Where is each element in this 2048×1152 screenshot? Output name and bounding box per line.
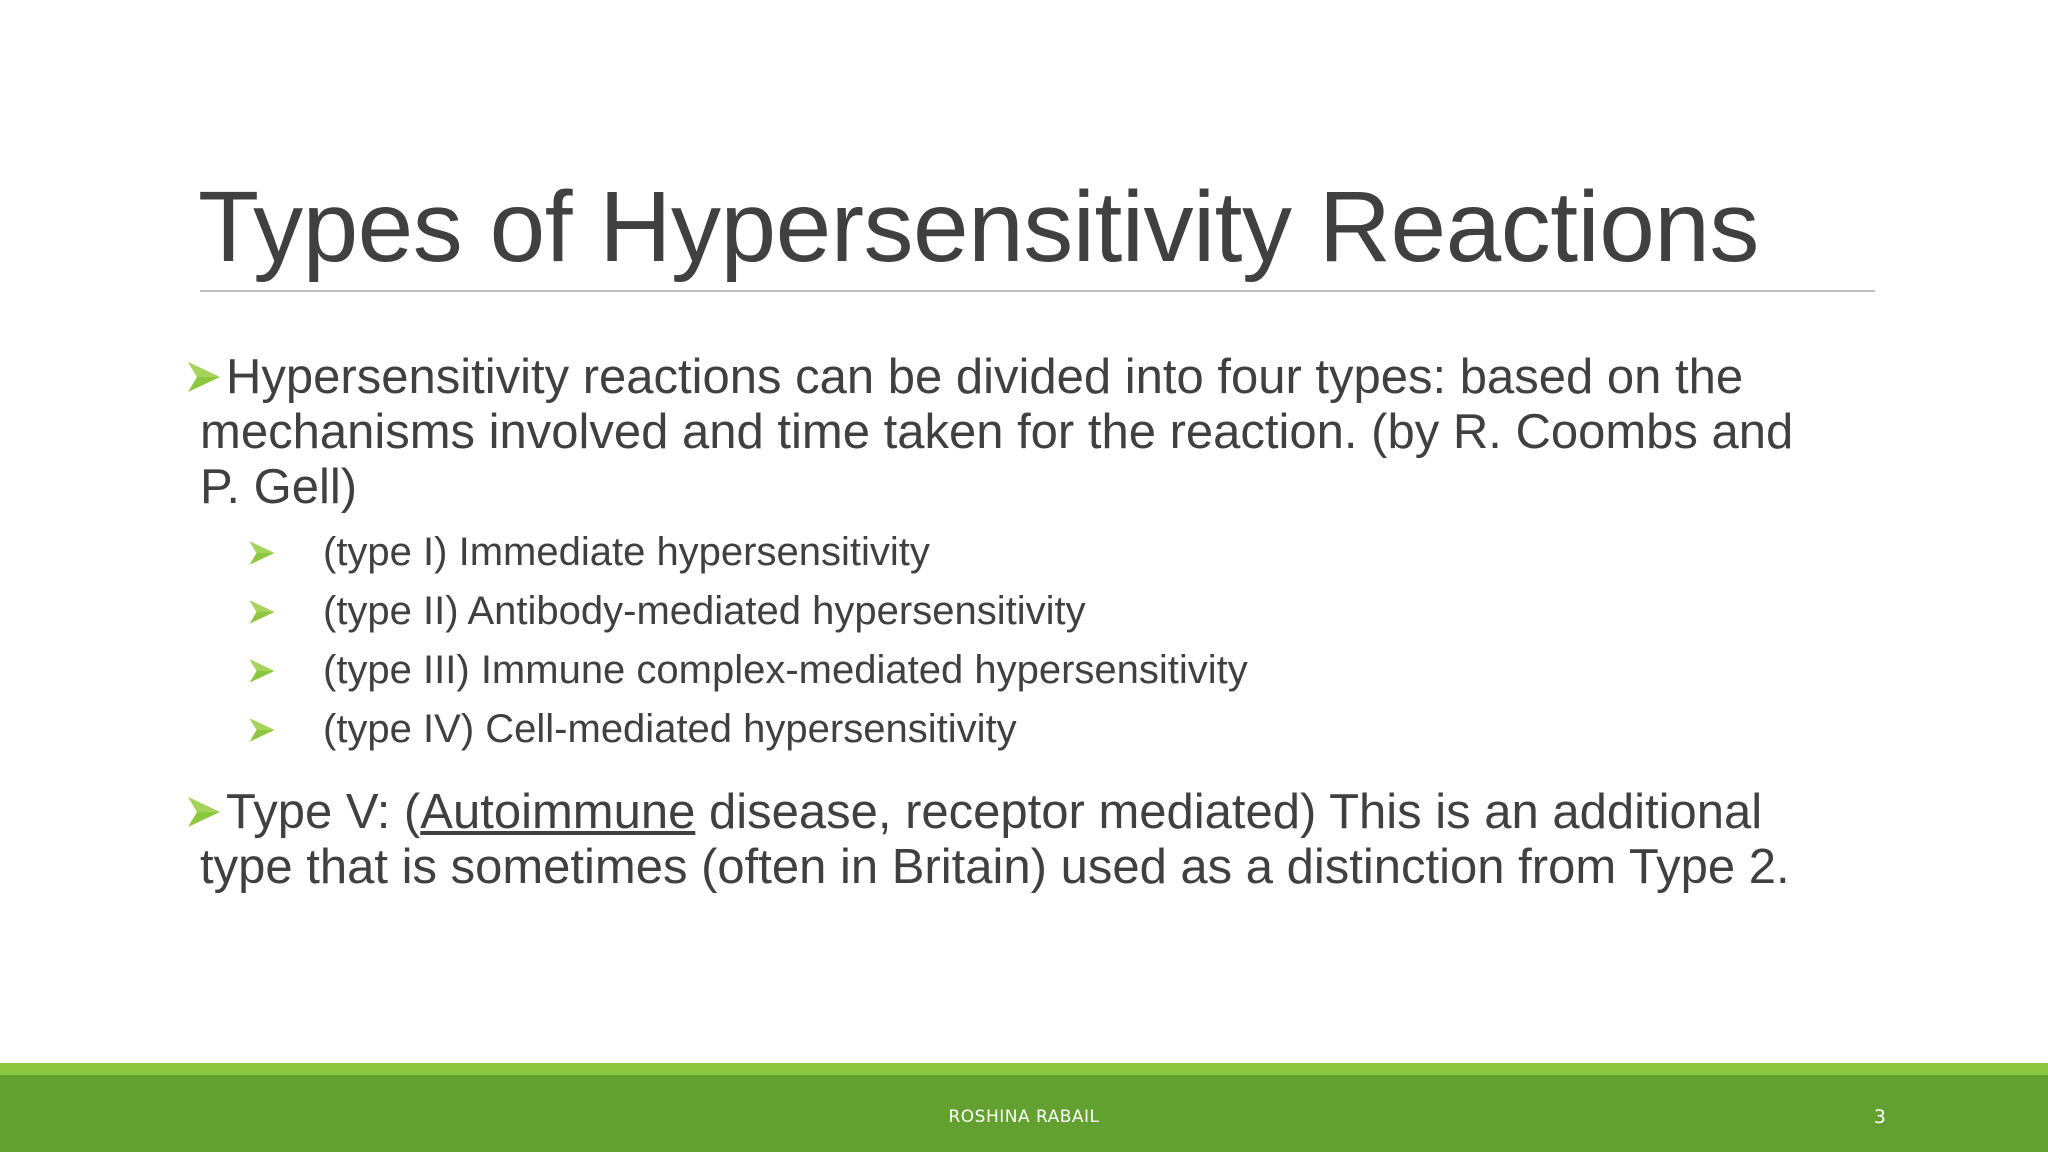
slide-title: Types of Hypersensitivity Reactions <box>198 171 1759 283</box>
arrowhead-bullet-icon <box>248 539 276 567</box>
list-item-type-4 <box>186 700 1886 759</box>
slide-number: 3 <box>1873 1106 1886 1128</box>
list-item-type-1 <box>186 523 1886 582</box>
list-item-label: (type IV) Cell-mediated hypersensitivity <box>323 707 1017 751</box>
list-item-label: (type III) Immune complex-mediated hypersensitivity <box>323 648 1248 692</box>
paragraph-line <box>200 785 1886 840</box>
type-five-rest: disease, receptor mediated) This is an additional <box>695 785 1763 839</box>
list-item-type-2 <box>186 582 1886 641</box>
list-item-label: (type I) Immediate hypersensitivity <box>323 530 930 574</box>
list-item-label: (type II) Antibody-mediated hypersensitivity <box>323 589 1086 633</box>
autoimmune-link[interactable]: Autoimmune <box>420 785 696 839</box>
footer-author: ROSHINA RABAIL <box>948 1107 1100 1127</box>
paragraph-line: P. Gell) <box>200 460 358 514</box>
arrowhead-bullet-icon <box>248 657 276 685</box>
title-divider <box>200 290 1875 292</box>
paragraph-line: mechanisms involved and time taken for the reaction. (by R. Coombs and <box>200 405 1794 459</box>
list-item-type-3 <box>186 641 1886 700</box>
arrowhead-bullet-icon <box>248 716 276 744</box>
slide-body <box>186 350 1886 895</box>
type-list <box>186 523 1886 759</box>
arrowhead-bullet-icon <box>186 359 222 395</box>
paragraph-type-five <box>186 785 1886 895</box>
type-five-prefix: Type V: ( <box>226 785 421 839</box>
paragraph-four-types <box>186 350 1886 515</box>
footer-bar <box>0 1075 2048 1152</box>
paragraph-line: Hypersensitivity reactions can be divided into four types: based on the <box>226 350 1744 404</box>
arrowhead-bullet-icon <box>248 598 276 626</box>
paragraph-line: type that is sometimes (often in Britain) used as a distinction from Type 2. <box>200 840 1790 894</box>
footer-accent-stripe <box>0 1063 2048 1075</box>
arrowhead-bullet-icon <box>186 794 222 830</box>
